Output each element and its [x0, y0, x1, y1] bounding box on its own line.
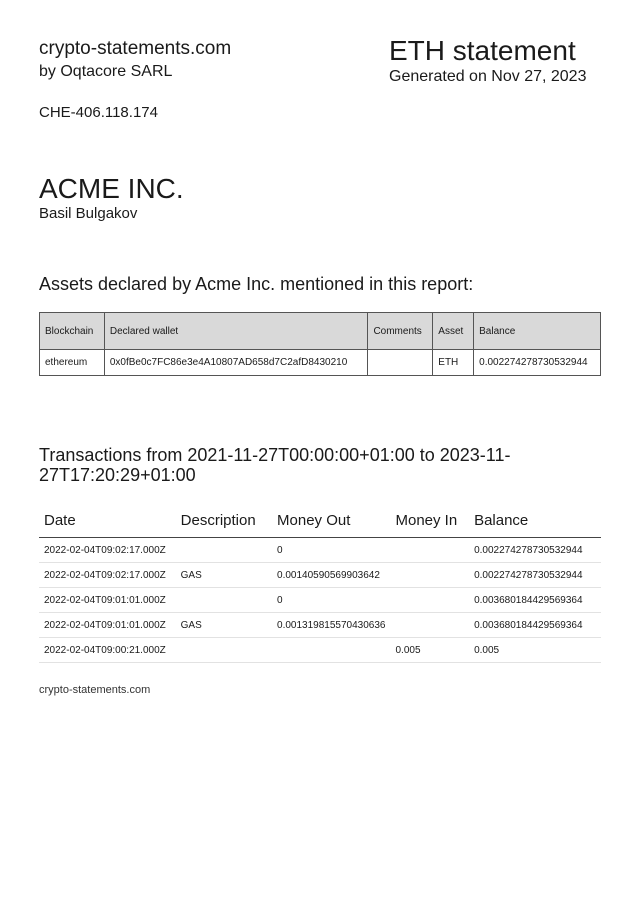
- assets-col-asset: Asset: [433, 313, 474, 350]
- assets-col-wallet: Declared wallet: [104, 313, 368, 350]
- tx-balance: 0.003680184429569364: [469, 613, 601, 638]
- assets-col-blockchain: Blockchain: [40, 313, 105, 350]
- statement-title: ETH statement: [389, 35, 576, 66]
- tx-money-out: [272, 638, 390, 663]
- tx-balance: 0.002274278730532944: [469, 563, 601, 588]
- table-row: [39, 638, 601, 663]
- tx-date: 2022-02-04T09:02:17.000Z: [39, 538, 176, 563]
- generated-date: Generated on Nov 27, 2023: [389, 68, 587, 85]
- tx-date: 2022-02-04T09:02:17.000Z: [39, 563, 176, 588]
- tx-money-in: [390, 613, 469, 638]
- client-name: ACME INC.: [39, 173, 184, 204]
- tx-money-in: [390, 538, 469, 563]
- transactions-header-row: [39, 504, 601, 538]
- asset-blockchain: ethereum: [40, 350, 105, 376]
- tx-money-in: [390, 563, 469, 588]
- footer-site: crypto-statements.com: [39, 684, 151, 696]
- transactions-table: [39, 504, 601, 663]
- assets-header-row: [40, 313, 601, 350]
- table-row: [40, 350, 601, 376]
- table-row: [39, 563, 601, 588]
- tx-balance: 0.002274278730532944: [469, 538, 601, 563]
- asset-symbol: ETH: [433, 350, 474, 376]
- issuer-company: by Oqtacore SARL: [39, 63, 173, 80]
- tx-col-money-out: Money Out: [272, 504, 390, 538]
- tx-col-balance: Balance: [469, 504, 601, 538]
- statement-header: [389, 35, 586, 87]
- assets-heading: Assets declared by Acme Inc. mentioned in this report:: [39, 274, 474, 294]
- tx-col-description: Description: [176, 504, 272, 538]
- tx-balance: 0.005: [469, 638, 601, 663]
- tx-description: [176, 588, 272, 613]
- table-row: [39, 588, 601, 613]
- assets-col-comments: Comments: [368, 313, 433, 350]
- assets-table: [39, 312, 601, 376]
- tx-description: GAS: [176, 613, 272, 638]
- client-block: [39, 173, 184, 223]
- tx-money-out: 0: [272, 588, 390, 613]
- tx-balance: 0.003680184429569364: [469, 588, 601, 613]
- assets-col-balance: Balance: [474, 313, 601, 350]
- tx-date: 2022-02-04T09:01:01.000Z: [39, 588, 176, 613]
- issuer-block: [39, 37, 231, 82]
- table-row: [39, 538, 601, 563]
- tx-description: GAS: [176, 563, 272, 588]
- client-person: Basil Bulgakov: [39, 205, 138, 222]
- tx-description: [176, 538, 272, 563]
- asset-comments: [368, 350, 433, 376]
- issuer-site: crypto-statements.com: [39, 38, 232, 59]
- tx-money-out: 0.00140590569903642: [272, 563, 390, 588]
- asset-wallet: 0x0fBe0c7FC86e3e4A10807AD658d7C2afD8430210: [104, 350, 368, 376]
- tx-money-in: [390, 588, 469, 613]
- tx-col-money-in: Money In: [390, 504, 469, 538]
- tx-date: 2022-02-04T09:01:01.000Z: [39, 613, 176, 638]
- table-row: [39, 613, 601, 638]
- tx-description: [176, 638, 272, 663]
- tx-money-out: 0: [272, 538, 390, 563]
- tx-date: 2022-02-04T09:00:21.000Z: [39, 638, 176, 663]
- asset-balance: 0.002274278730532944: [474, 350, 601, 376]
- tx-money-in: 0.005: [390, 638, 469, 663]
- issuer-registration: CHE-406.118.174: [39, 104, 158, 121]
- transactions-heading: Transactions from 2021-11-27T00:00:00+01:00 to 2023-11-27T17:20:29+01:00: [39, 445, 511, 485]
- tx-money-out: 0.001319815570430636: [272, 613, 390, 638]
- tx-col-date: Date: [39, 504, 176, 538]
